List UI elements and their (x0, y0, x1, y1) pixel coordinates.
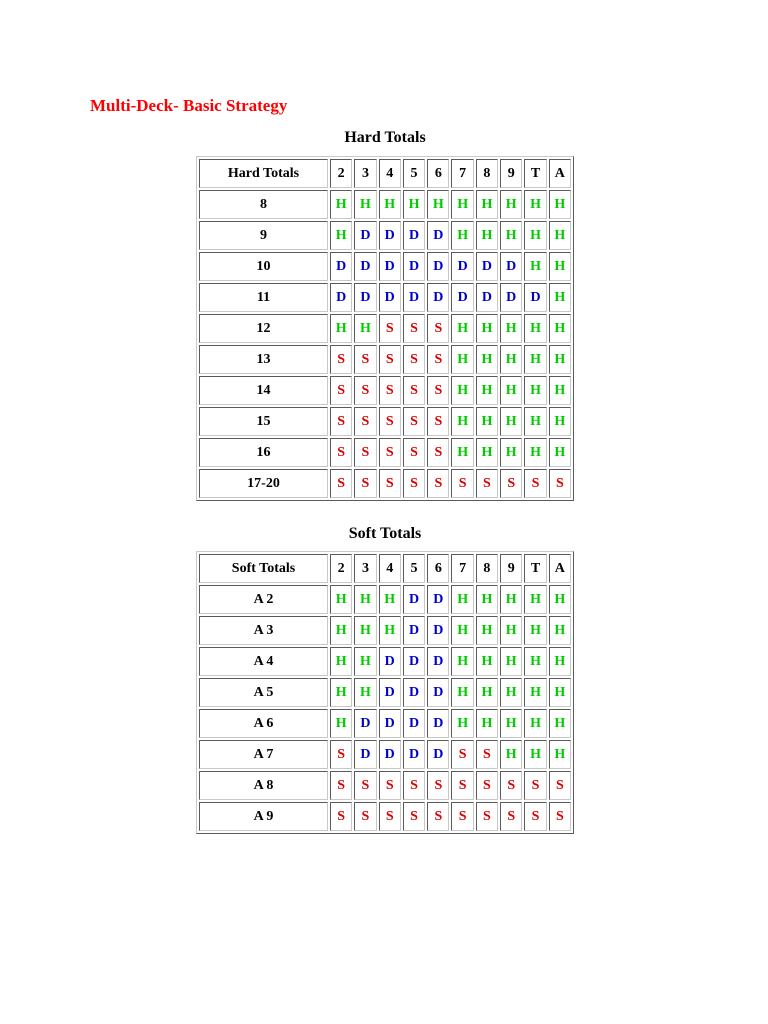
action-cell: D (403, 678, 425, 707)
action-cell: H (500, 438, 522, 467)
action-cell: H (500, 407, 522, 436)
action-cell: H (476, 585, 498, 614)
action-cell: H (549, 345, 571, 374)
action-cell: H (549, 190, 571, 219)
action-cell: S (427, 771, 449, 800)
table-row (199, 376, 571, 405)
action-cell: D (403, 252, 425, 281)
action-cell: D (379, 252, 401, 281)
action-cell: D (354, 252, 376, 281)
dealer-card-header: 3 (354, 159, 376, 188)
action-cell: H (451, 376, 473, 405)
dealer-card-header: A (549, 554, 571, 583)
dealer-card-header: 5 (403, 554, 425, 583)
action-cell: H (500, 190, 522, 219)
action-cell: H (379, 616, 401, 645)
action-cell: H (354, 190, 376, 219)
action-cell: H (330, 190, 352, 219)
action-cell: H (451, 678, 473, 707)
action-cell: S (330, 345, 352, 374)
row-label: 13 (199, 345, 328, 374)
action-cell: H (524, 438, 546, 467)
action-cell: H (403, 190, 425, 219)
action-cell: H (500, 221, 522, 250)
action-cell: H (476, 345, 498, 374)
action-cell: H (524, 709, 546, 738)
header-label: Hard Totals (199, 159, 328, 188)
action-cell: S (549, 802, 571, 831)
action-cell: H (549, 314, 571, 343)
table-row (199, 771, 571, 800)
action-cell: D (427, 678, 449, 707)
table-row (199, 314, 571, 343)
row-label: 17-20 (199, 469, 328, 498)
action-cell: D (500, 283, 522, 312)
action-cell: H (500, 647, 522, 676)
action-cell: D (451, 283, 473, 312)
action-cell: H (451, 647, 473, 676)
action-cell: S (549, 771, 571, 800)
action-cell: H (500, 585, 522, 614)
action-cell: S (354, 407, 376, 436)
action-cell: D (354, 740, 376, 769)
action-cell: S (379, 407, 401, 436)
action-cell: H (330, 678, 352, 707)
row-label: A 8 (199, 771, 328, 800)
action-cell: D (427, 283, 449, 312)
row-label: A 2 (199, 585, 328, 614)
action-cell: D (427, 252, 449, 281)
table-row (199, 252, 571, 281)
action-cell: S (330, 469, 352, 498)
action-cell: S (354, 345, 376, 374)
action-cell: S (500, 802, 522, 831)
action-cell: H (524, 376, 546, 405)
action-cell: D (427, 221, 449, 250)
action-cell: H (549, 376, 571, 405)
action-cell: D (476, 283, 498, 312)
action-cell: S (524, 469, 546, 498)
action-cell: D (403, 221, 425, 250)
table-row (199, 678, 571, 707)
row-label: 11 (199, 283, 328, 312)
action-cell: H (549, 407, 571, 436)
table-header-row (199, 554, 571, 583)
action-cell: H (549, 221, 571, 250)
row-label: 14 (199, 376, 328, 405)
action-cell: S (451, 740, 473, 769)
action-cell: H (354, 647, 376, 676)
action-cell: S (549, 469, 571, 498)
action-cell: S (379, 771, 401, 800)
action-cell: D (379, 740, 401, 769)
action-cell: H (330, 221, 352, 250)
action-cell: D (379, 678, 401, 707)
action-cell: S (379, 438, 401, 467)
action-cell: S (403, 469, 425, 498)
soft-totals-title: Soft Totals (348, 525, 422, 542)
action-cell: D (403, 647, 425, 676)
dealer-card-header: 3 (354, 554, 376, 583)
action-cell: H (524, 252, 546, 281)
row-label: 9 (199, 221, 328, 250)
action-cell: S (427, 345, 449, 374)
dealer-card-header: 4 (379, 159, 401, 188)
action-cell: S (354, 438, 376, 467)
row-label: A 4 (199, 647, 328, 676)
action-cell: S (330, 740, 352, 769)
action-cell: H (354, 314, 376, 343)
table-row (199, 802, 571, 831)
action-cell: D (427, 585, 449, 614)
action-cell: D (427, 647, 449, 676)
action-cell: H (500, 709, 522, 738)
action-cell: H (451, 709, 473, 738)
action-cell: S (330, 376, 352, 405)
dealer-card-header: 8 (476, 554, 498, 583)
action-cell: H (427, 190, 449, 219)
action-cell: S (427, 407, 449, 436)
action-cell: D (330, 252, 352, 281)
action-cell: H (500, 314, 522, 343)
action-cell: D (403, 283, 425, 312)
action-cell: H (476, 376, 498, 405)
row-label: 15 (199, 407, 328, 436)
table-row (199, 647, 571, 676)
action-cell: D (403, 709, 425, 738)
action-cell: H (476, 407, 498, 436)
action-cell: D (476, 252, 498, 281)
action-cell: D (354, 221, 376, 250)
action-cell: S (330, 771, 352, 800)
action-cell: S (476, 802, 498, 831)
table-row (199, 709, 571, 738)
action-cell: S (354, 771, 376, 800)
hard-totals-title: Hard Totals (344, 129, 426, 146)
dealer-card-header: T (524, 159, 546, 188)
dealer-card-header: 6 (427, 554, 449, 583)
action-cell: D (403, 740, 425, 769)
action-cell: S (379, 376, 401, 405)
action-cell: S (403, 407, 425, 436)
action-cell: D (379, 709, 401, 738)
action-cell: D (500, 252, 522, 281)
action-cell: S (476, 740, 498, 769)
action-cell: S (451, 771, 473, 800)
action-cell: H (549, 709, 571, 738)
row-label: A 7 (199, 740, 328, 769)
action-cell: D (427, 740, 449, 769)
action-cell: H (500, 376, 522, 405)
action-cell: H (549, 740, 571, 769)
dealer-card-header: 7 (451, 554, 473, 583)
action-cell: S (330, 407, 352, 436)
action-cell: H (500, 678, 522, 707)
action-cell: H (451, 190, 473, 219)
action-cell: H (524, 407, 546, 436)
action-cell: S (451, 469, 473, 498)
action-cell: D (354, 709, 376, 738)
action-cell: D (403, 585, 425, 614)
action-cell: H (354, 616, 376, 645)
action-cell: H (330, 616, 352, 645)
row-label: A 6 (199, 709, 328, 738)
action-cell: D (354, 283, 376, 312)
action-cell: S (379, 469, 401, 498)
action-cell: S (427, 438, 449, 467)
action-cell: H (524, 647, 546, 676)
action-cell: H (476, 647, 498, 676)
row-label: 16 (199, 438, 328, 467)
header-label: Soft Totals (199, 554, 328, 583)
action-cell: H (549, 678, 571, 707)
action-cell: H (549, 647, 571, 676)
action-cell: H (451, 585, 473, 614)
action-cell: H (549, 252, 571, 281)
action-cell: S (403, 802, 425, 831)
action-cell: H (330, 709, 352, 738)
action-cell: H (379, 585, 401, 614)
action-cell: H (451, 407, 473, 436)
action-cell: H (476, 221, 498, 250)
action-cell: D (403, 616, 425, 645)
action-cell: D (427, 616, 449, 645)
dealer-card-header: T (524, 554, 546, 583)
action-cell: H (524, 314, 546, 343)
action-cell: D (379, 283, 401, 312)
action-cell: H (330, 314, 352, 343)
row-label: 12 (199, 314, 328, 343)
action-cell: H (524, 678, 546, 707)
table-row (199, 407, 571, 436)
action-cell: S (500, 469, 522, 498)
table-row (199, 345, 571, 374)
hard-totals-table (196, 156, 574, 501)
action-cell: H (476, 616, 498, 645)
action-cell: S (427, 376, 449, 405)
action-cell: S (427, 802, 449, 831)
action-cell: S (330, 802, 352, 831)
table-row (199, 283, 571, 312)
table-row (199, 190, 571, 219)
action-cell: S (524, 802, 546, 831)
action-cell: S (403, 438, 425, 467)
row-label: A 5 (199, 678, 328, 707)
action-cell: S (379, 345, 401, 374)
action-cell: H (451, 314, 473, 343)
row-label: 10 (199, 252, 328, 281)
action-cell: S (476, 771, 498, 800)
action-cell: H (476, 709, 498, 738)
dealer-card-header: 9 (500, 554, 522, 583)
dealer-card-header: 6 (427, 159, 449, 188)
action-cell: S (354, 376, 376, 405)
action-cell: S (354, 802, 376, 831)
action-cell: D (379, 221, 401, 250)
dealer-card-header: 2 (330, 159, 352, 188)
table-row (199, 438, 571, 467)
action-cell: S (354, 469, 376, 498)
action-cell: S (403, 771, 425, 800)
row-label: A 3 (199, 616, 328, 645)
row-label: A 9 (199, 802, 328, 831)
dealer-card-header: 2 (330, 554, 352, 583)
action-cell: S (403, 376, 425, 405)
table-header-row (199, 159, 571, 188)
action-cell: H (524, 345, 546, 374)
action-cell: H (500, 740, 522, 769)
table-row (199, 585, 571, 614)
action-cell: S (451, 802, 473, 831)
action-cell: H (330, 585, 352, 614)
action-cell: H (451, 616, 473, 645)
action-cell: H (524, 740, 546, 769)
table-row (199, 740, 571, 769)
action-cell: S (427, 314, 449, 343)
dealer-card-header: 5 (403, 159, 425, 188)
row-label: 8 (199, 190, 328, 219)
soft-totals-table (196, 551, 574, 834)
action-cell: D (451, 252, 473, 281)
action-cell: H (476, 314, 498, 343)
action-cell: S (379, 802, 401, 831)
action-cell: S (476, 469, 498, 498)
dealer-card-header: 8 (476, 159, 498, 188)
action-cell: S (330, 438, 352, 467)
dealer-card-header: A (549, 159, 571, 188)
action-cell: H (549, 585, 571, 614)
page-title: Multi-Deck- Basic Strategy (90, 96, 288, 115)
dealer-card-header: 7 (451, 159, 473, 188)
action-cell: D (524, 283, 546, 312)
action-cell: H (549, 438, 571, 467)
dealer-card-header: 9 (500, 159, 522, 188)
action-cell: H (549, 616, 571, 645)
table-row (199, 469, 571, 498)
action-cell: H (330, 647, 352, 676)
action-cell: D (379, 647, 401, 676)
action-cell: H (524, 585, 546, 614)
action-cell: D (330, 283, 352, 312)
action-cell: H (524, 616, 546, 645)
action-cell: H (379, 190, 401, 219)
action-cell: H (524, 221, 546, 250)
action-cell: S (379, 314, 401, 343)
action-cell: H (476, 678, 498, 707)
action-cell: S (427, 469, 449, 498)
action-cell: H (524, 190, 546, 219)
action-cell: H (500, 616, 522, 645)
action-cell: H (476, 190, 498, 219)
table-row (199, 616, 571, 645)
table-row (199, 221, 571, 250)
action-cell: S (403, 345, 425, 374)
action-cell: D (427, 709, 449, 738)
action-cell: S (524, 771, 546, 800)
action-cell: H (549, 283, 571, 312)
action-cell: H (354, 585, 376, 614)
action-cell: H (451, 438, 473, 467)
action-cell: H (451, 345, 473, 374)
action-cell: H (476, 438, 498, 467)
action-cell: S (403, 314, 425, 343)
action-cell: H (354, 678, 376, 707)
action-cell: H (500, 345, 522, 374)
action-cell: S (500, 771, 522, 800)
dealer-card-header: 4 (379, 554, 401, 583)
action-cell: H (451, 221, 473, 250)
